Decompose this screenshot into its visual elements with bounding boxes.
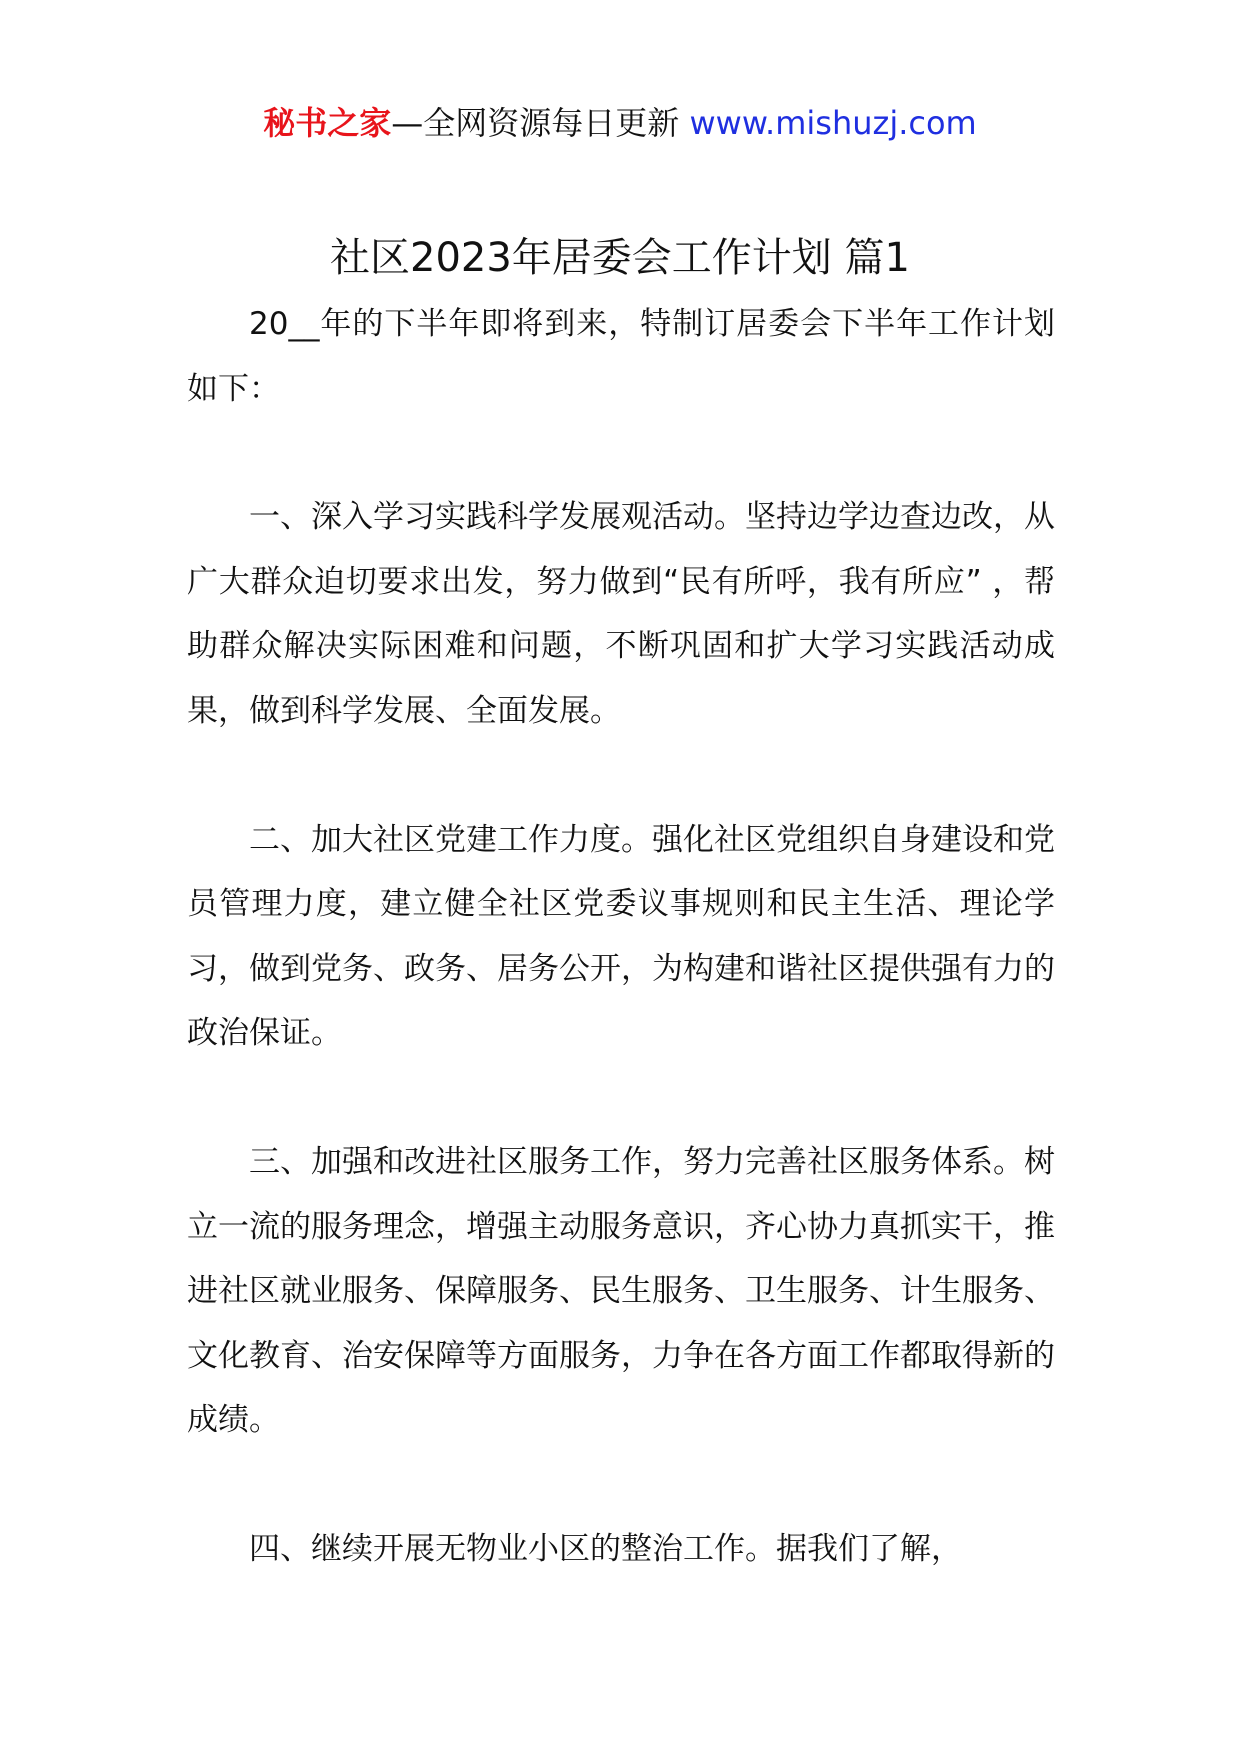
site-url-link[interactable]: www.mishuzj.com: [689, 104, 977, 142]
site-header: [0, 98, 1240, 148]
paragraph-section-4: 四、继续开展无物业小区的整治工作。据我们了解，: [249, 1530, 962, 1567]
document-body: [187, 292, 1055, 1582]
paragraph-section-1: 一、深入学习实践科学发展观活动。坚持边学边查边改，从广大群众迫切要求出发，努力做到“民有所呼，我有所应” ，帮助群众解决实际困难和问题，不断巩固和扩大学习实践活动成果，做到科学发展、全面发展。: [187, 499, 1055, 729]
paragraph-section-3: 三、加强和改进社区服务工作，努力完善社区服务体系。树立一流的服务理念，增强主动服务意识，齐心协力真抓实干，推进社区就业服务、保障服务、民生服务、卫生服务、计生服务、文化教育、治安保障等方面服务，力争在各方面工作都取得新的成绩。: [187, 1143, 1055, 1439]
paragraph-intro: 20__年的下半年即将到来，特制订居委会下半年工作计划如下：: [187, 306, 1055, 407]
document-title: 社区2023年居委会工作计划 篇1: [330, 235, 910, 281]
paragraph-section-2: 二、加大社区党建工作力度。强化社区党组织自身建设和党员管理力度，建立健全社区党委议事规则和民主生活、理论学习，做到党务、政务、居务公开，为构建和谐社区提供强有力的政治保证。: [187, 821, 1055, 1052]
brand-name: 秘书之家: [263, 104, 392, 142]
header-tagline: —全网资源每日更新: [391, 104, 690, 142]
